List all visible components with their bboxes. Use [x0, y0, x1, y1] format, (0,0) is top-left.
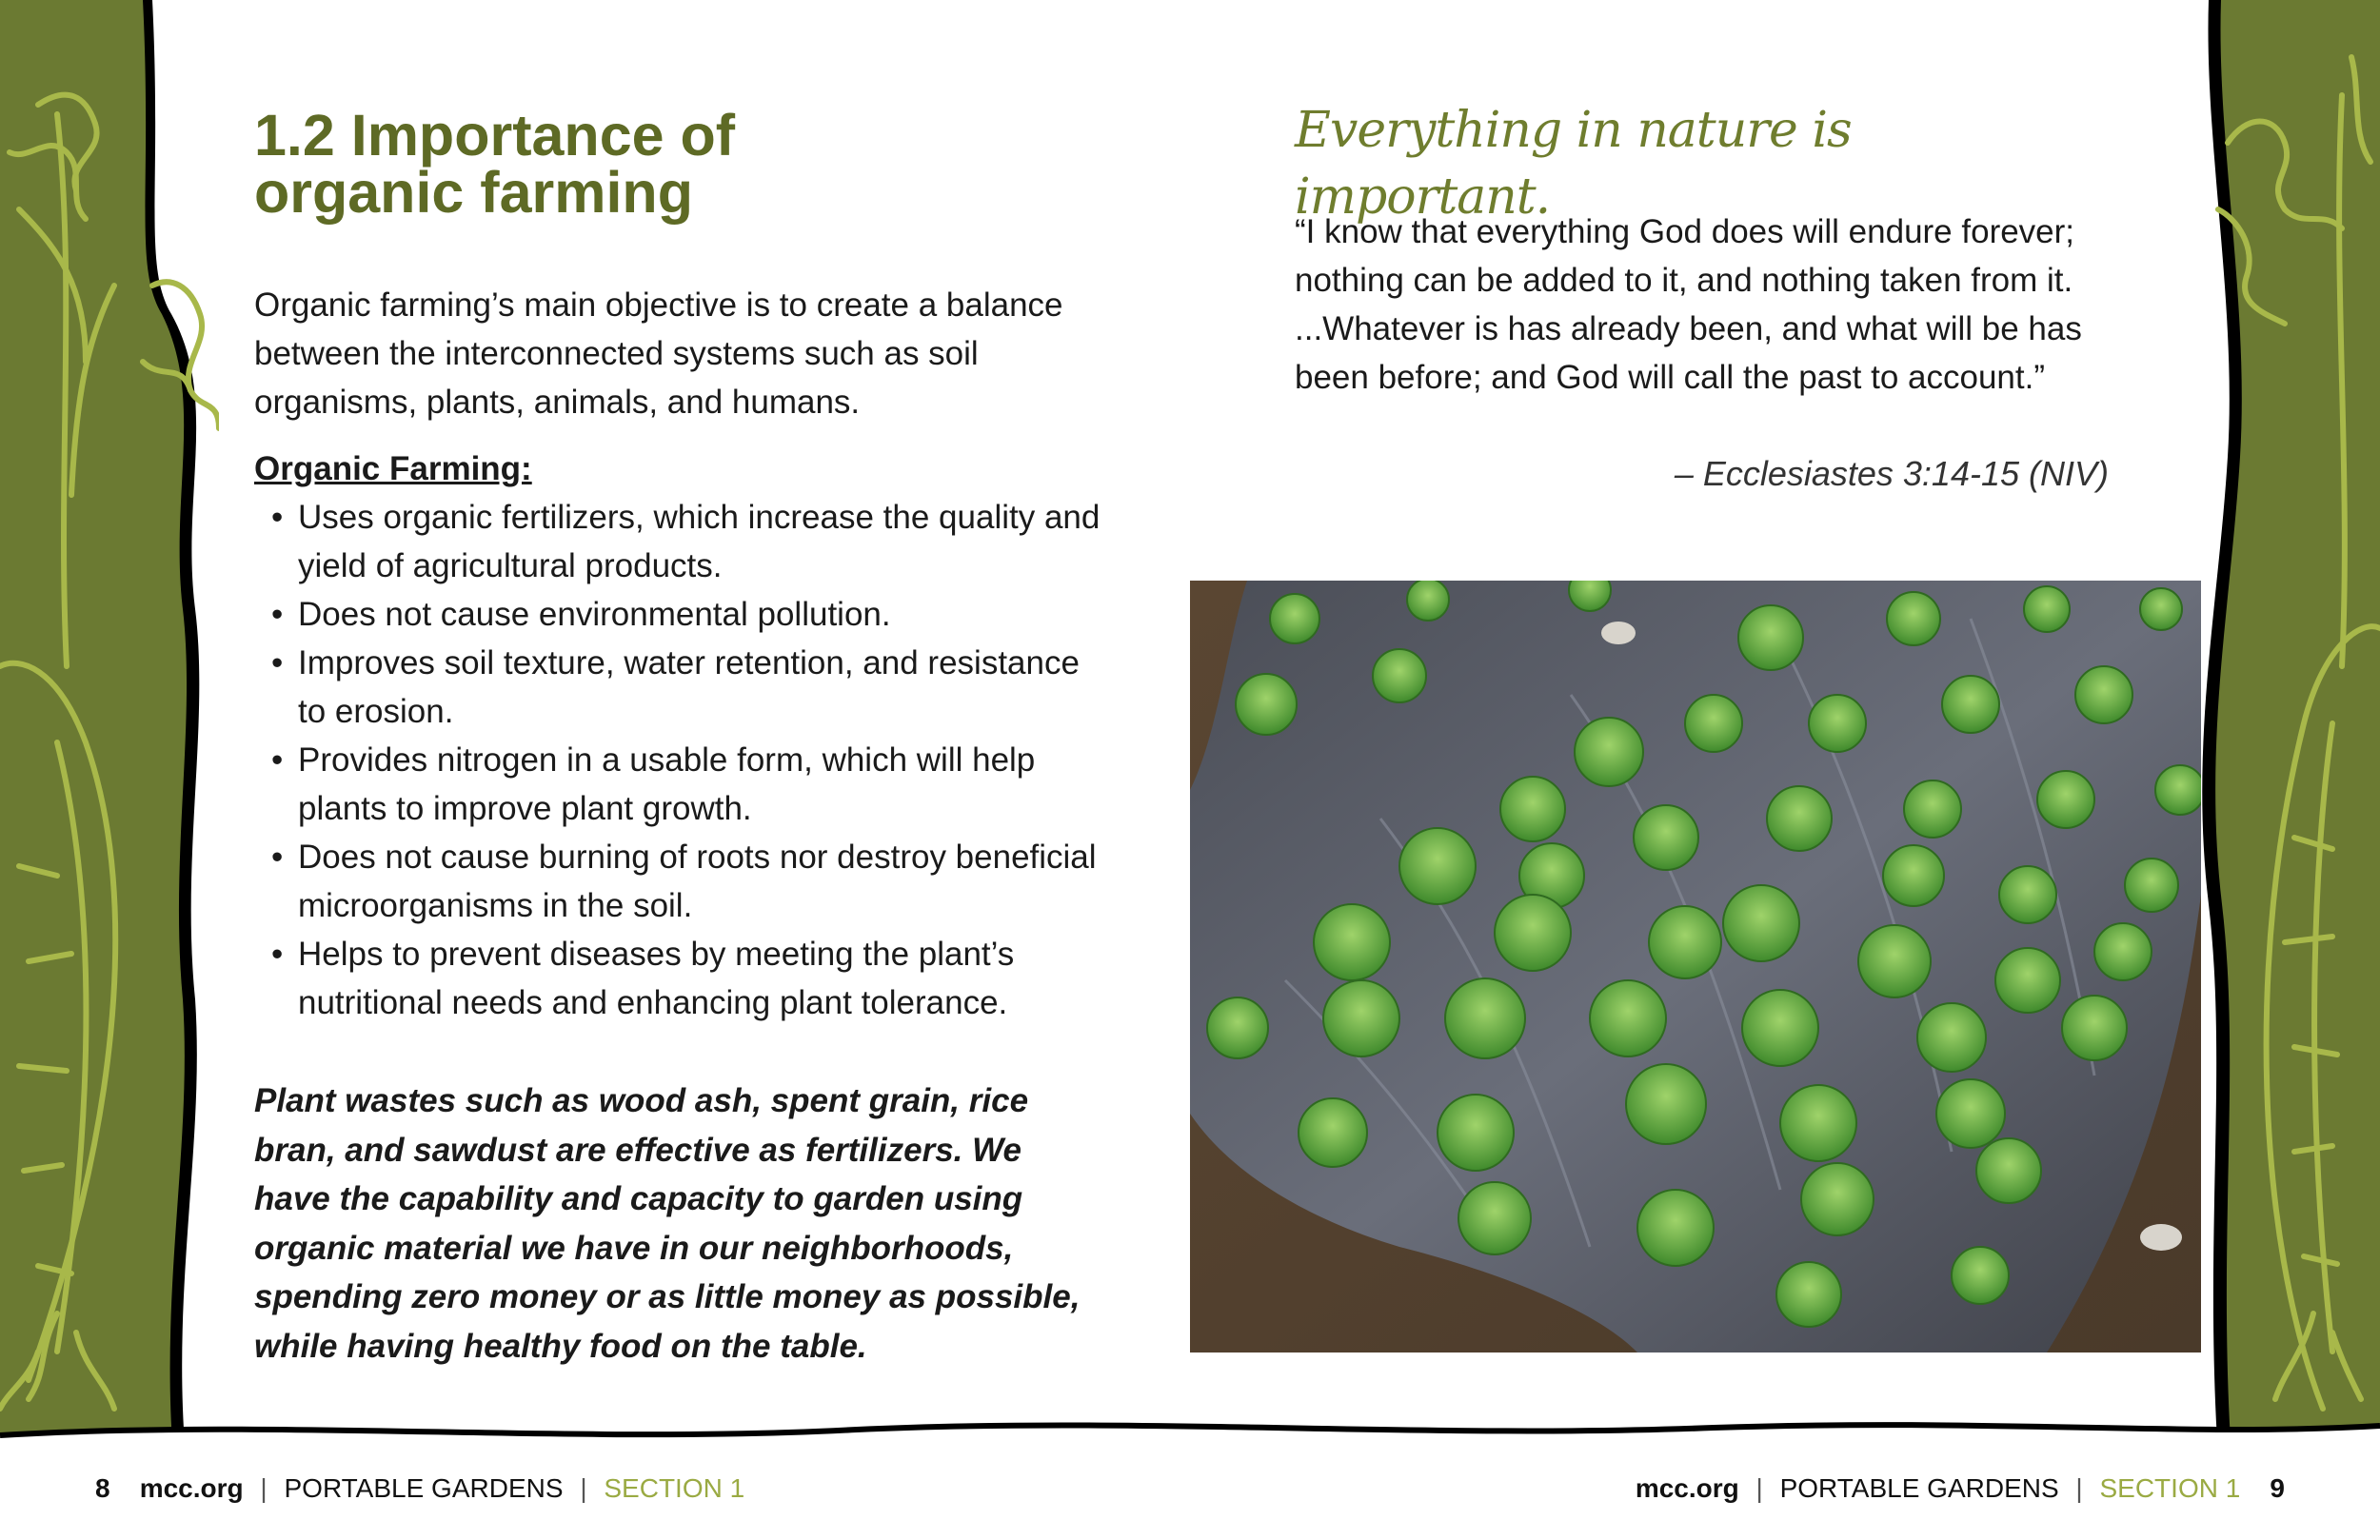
footer-site-link[interactable]: mcc.org	[139, 1473, 244, 1503]
footer-separator: |	[260, 1473, 268, 1503]
list-item: • Does not cause burning of roots nor destroy beneficial microorganisms in the soil.	[254, 833, 1111, 930]
footer-section: SECTION 1	[2099, 1473, 2241, 1503]
list-item: • Does not cause environmental pollution.	[254, 590, 1111, 639]
carrot-illustration-right	[2190, 0, 2380, 1456]
footer-right	[1636, 1471, 2285, 1506]
page-title-line-1: 1.2 Importance of	[254, 103, 736, 168]
carrot-illustration-left	[0, 0, 219, 1456]
list-item: • Helps to prevent diseases by meeting the plant’s nutritional needs and enhancing plant tolerance.	[254, 930, 1111, 1027]
footer-site-link[interactable]: mcc.org	[1635, 1473, 1739, 1503]
footer-section: SECTION 1	[604, 1473, 745, 1503]
page-bottom-edge	[0, 1409, 2380, 1475]
list-title: Organic Farming:	[254, 450, 532, 487]
intro-paragraph: Organic farming’s main objective is to create a balance between the interconnected systems such as soil organisms, plants, animals, and humans.	[254, 286, 1063, 421]
list-item: • Improves soil texture, water retention, and resistance to erosion.	[254, 639, 1111, 736]
scripture-quote: “I know that everything God does will endure forever; nothing can be added to it, and nothing taken from it. ...Whatever is has already been, and what will be has been before; and God will call the past to account.”	[1295, 213, 2082, 396]
page-number: 9	[2270, 1473, 2285, 1503]
page-number: 8	[95, 1473, 110, 1503]
page-title	[254, 103, 1111, 225]
closing-paragraph: Plant wastes such as wood ash, spent grain, rice bran, and sawdust are effective as fertilizers. We have the capability and capacity to garden using organic material we have in our neighborhoods, spending zero money or as little money as possible, while having healthy food on the table.	[254, 1082, 1081, 1365]
script-heading: Everything in nature is important.	[1295, 102, 1852, 226]
lettuce-seedlings-photo	[1190, 581, 2201, 1352]
footer-separator: |	[580, 1473, 587, 1503]
footer-separator: |	[2075, 1473, 2083, 1503]
list-item: • Provides nitrogen in a usable form, which will help plants to improve plant growth.	[254, 736, 1111, 833]
footer-separator: |	[1755, 1473, 1763, 1503]
footer-publication: PORTABLE GARDENS	[1779, 1473, 2059, 1503]
footer-publication: PORTABLE GARDENS	[284, 1473, 564, 1503]
quote-citation: – Ecclesiastes 3:14-15 (NIV)	[1674, 454, 2109, 493]
list-item: • Uses organic fertilizers, which increase the quality and yield of agricultural products.	[254, 493, 1111, 590]
organic-farming-list	[254, 493, 1111, 1027]
footer-left	[95, 1471, 744, 1506]
page-title-line-2: organic farming	[254, 160, 693, 225]
